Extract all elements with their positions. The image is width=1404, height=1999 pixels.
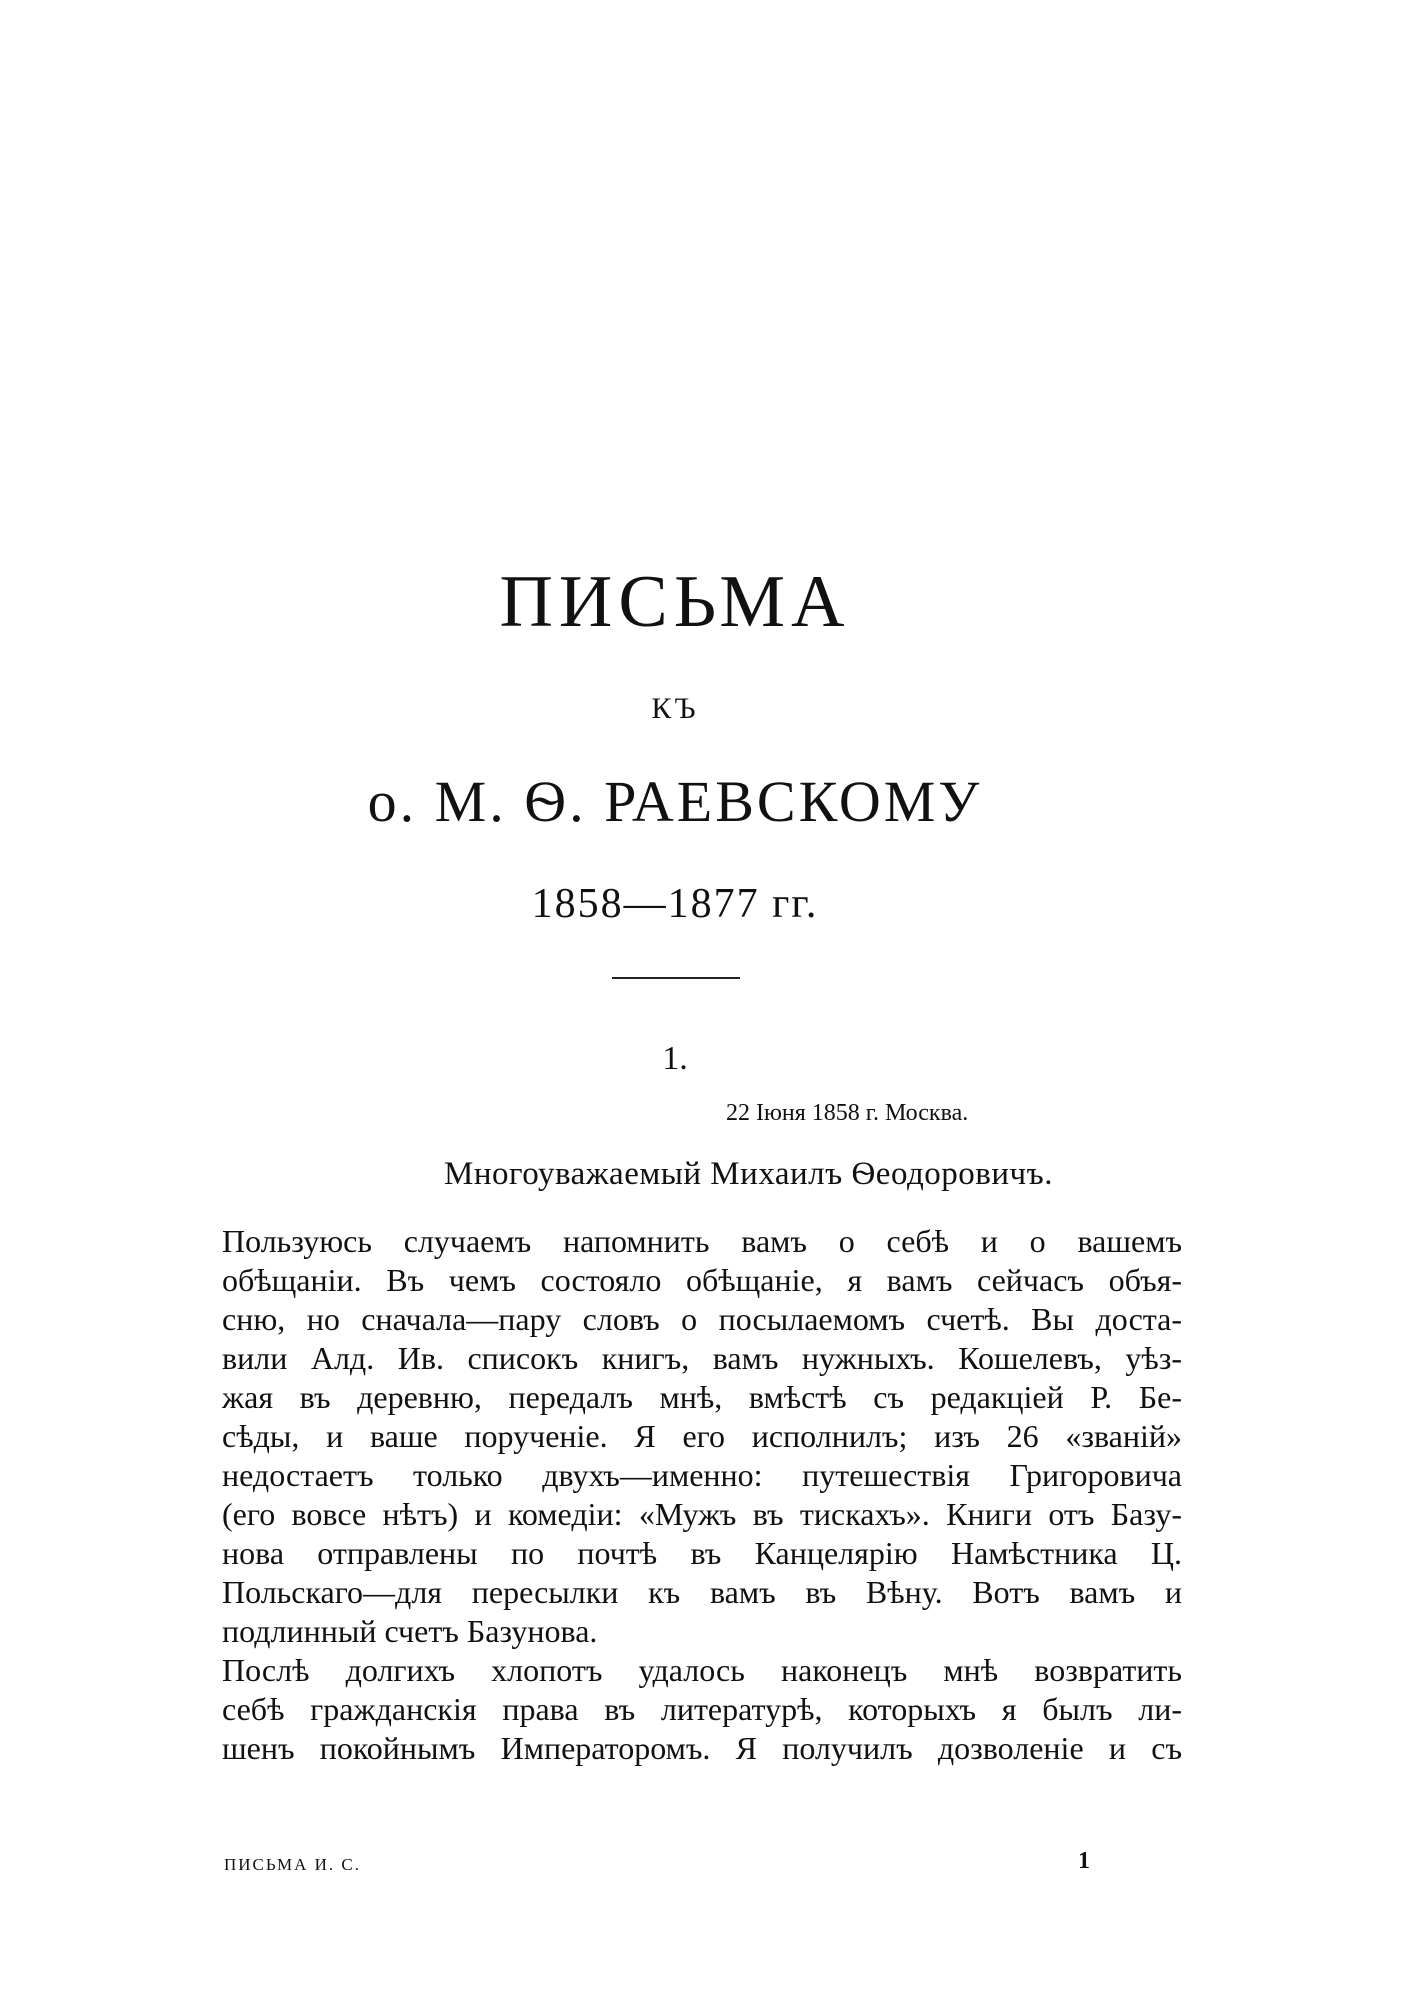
title-preposition: КЪ [651, 692, 699, 725]
text-line: (его вовсе нѣтъ) и комедіи: «Мужъ въ тискахъ». Книги отъ Базу- [222, 1496, 1182, 1532]
letter-salutation: Многоуважаемый Михаилъ Ѳеодоровичъ. [444, 1156, 1053, 1192]
text-line: обѣщаніи. Въ чемъ состояло обѣщаніе, я вамъ сейчасъ объя- [222, 1262, 1182, 1298]
text-line: нова отправлены по почтѣ въ Канцелярію Намѣстника Ц. [222, 1535, 1182, 1571]
text-line: сню, но сначала—пару словъ о посылаемомъ счетѣ. Вы доста- [222, 1301, 1182, 1337]
title-divider [612, 977, 740, 979]
years-line: 1858—1877 гг. [531, 881, 819, 927]
text-line: шенъ покойнымъ Императоромъ. Я получилъ дозволеніе и съ [222, 1730, 1182, 1766]
letter-number: 1. [662, 1040, 688, 1077]
text-line: сѣды, и ваше порученіе. Я его исполнилъ; изъ 26 «званій» [222, 1418, 1182, 1454]
paragraph-1 [222, 1222, 1182, 1651]
signature-mark: ПИСЬМА И. С. [224, 1855, 361, 1874]
text-line: Польскаго—для пересылки къ вамъ въ Вѣну. Вотъ вамъ и [222, 1574, 1182, 1610]
letter-body [222, 1222, 1182, 1768]
addressee-line: о. М. Ѳ. РАЕВСКОМУ [367, 769, 983, 834]
text-line: подлинный счетъ Базунова. [222, 1613, 598, 1649]
sheet-number: 1 [1078, 1848, 1090, 1874]
text-line: Пользуюсь случаемъ напомнить вамъ о себѣ и о вашемъ [222, 1223, 1182, 1259]
paragraph-2 [222, 1651, 1182, 1768]
text-line: недостаетъ только двухъ—именно: путешествія Григоровича [222, 1457, 1182, 1493]
text-line: жая въ деревню, передалъ мнѣ, вмѣстѣ съ редакціей Р. Бе- [222, 1379, 1182, 1415]
text-line: себѣ гражданскія права въ литературѣ, которыхъ я былъ ли- [222, 1691, 1182, 1727]
letter-dateline: 22 Іюня 1858 г. Москва. [726, 1100, 969, 1126]
text-line: Послѣ долгихъ хлопотъ удалось наконецъ мнѣ возвратить [222, 1652, 1182, 1688]
document-title: ПИСЬМА [499, 561, 851, 643]
text-line: вили Алд. Ив. списокъ книгъ, вамъ нужныхъ. Кошелевъ, уѣз- [222, 1340, 1182, 1376]
